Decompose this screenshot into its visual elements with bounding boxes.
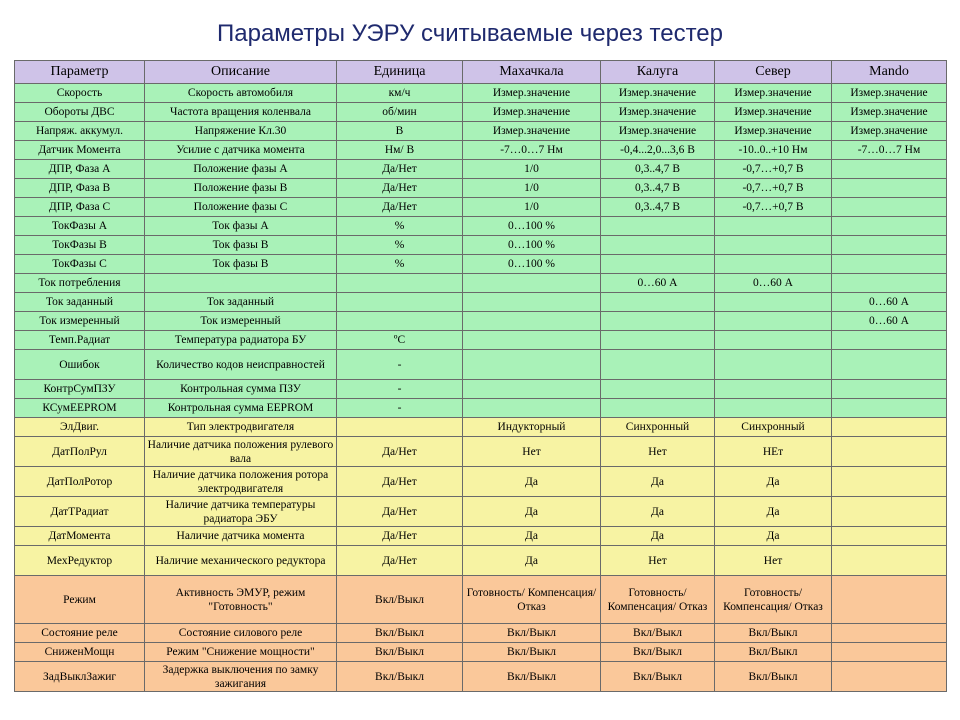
table-cell: Нм/ В [337, 141, 463, 160]
table-body [15, 84, 947, 692]
table-cell: % [337, 236, 463, 255]
table-cell: Вкл/Выкл [337, 624, 463, 643]
table-cell: Да/Нет [337, 546, 463, 576]
table-cell [463, 312, 601, 331]
table-cell [715, 331, 832, 350]
table-cell: Да [463, 527, 601, 546]
table-cell: Частота вращения коленвала [145, 103, 337, 122]
table-cell: Измер.значение [832, 122, 947, 141]
table-cell [601, 293, 715, 312]
table-cell [832, 160, 947, 179]
table-cell [463, 399, 601, 418]
table-row [15, 141, 947, 160]
table-row [15, 350, 947, 380]
table-cell: -0,7…+0,7 В [715, 198, 832, 217]
table-cell: Измер.значение [832, 103, 947, 122]
table-cell: Положение фазы С [145, 198, 337, 217]
table-cell: Измер.значение [601, 84, 715, 103]
table-cell: Ток заданный [145, 293, 337, 312]
table-cell: Вкл/Выкл [463, 662, 601, 692]
table-cell: 0…60 А [832, 312, 947, 331]
table-cell: Ток измеренный [145, 312, 337, 331]
table-cell: Ток фазы В [145, 236, 337, 255]
column-header: Махачкала [463, 61, 601, 84]
table-cell [145, 274, 337, 293]
table-cell [601, 236, 715, 255]
table-cell: Да/Нет [337, 179, 463, 198]
table-cell: Вкл/Выкл [601, 662, 715, 692]
table-cell [601, 217, 715, 236]
table-cell: % [337, 255, 463, 274]
table-cell: Готовность/ Компенсация/ Отказ [715, 576, 832, 624]
table-cell: Вкл/Выкл [715, 624, 832, 643]
table-cell: Да/Нет [337, 437, 463, 467]
table-cell [832, 380, 947, 399]
table-cell [832, 179, 947, 198]
table-cell: 0…60 А [601, 274, 715, 293]
table-cell [601, 399, 715, 418]
table-cell [601, 255, 715, 274]
table-cell: Нет [463, 437, 601, 467]
table-cell: ДатТРадиат [15, 497, 145, 527]
table-cell [832, 643, 947, 662]
table-cell: Измер.значение [463, 84, 601, 103]
table-cell: Температура радиатора БУ [145, 331, 337, 350]
table-cell: Состояние силового реле [145, 624, 337, 643]
table-cell [832, 399, 947, 418]
table-cell: Контрольная сумма EEPROM [145, 399, 337, 418]
table-cell: ДатПолРул [15, 437, 145, 467]
table-cell: Ток фазы В [145, 255, 337, 274]
table-cell [715, 236, 832, 255]
table-cell [715, 350, 832, 380]
table-cell: КонтрСумПЗУ [15, 380, 145, 399]
table-cell [337, 274, 463, 293]
table-cell: Синхронный [715, 418, 832, 437]
column-header: Север [715, 61, 832, 84]
table-cell [337, 293, 463, 312]
table-cell: 0…100 % [463, 255, 601, 274]
table-row [15, 546, 947, 576]
table-cell: КСумEEPROM [15, 399, 145, 418]
table-row [15, 467, 947, 497]
table-cell: Датчик Момента [15, 141, 145, 160]
table-cell [463, 350, 601, 380]
table-cell: ТокФазы В [15, 236, 145, 255]
table-cell: - [337, 350, 463, 380]
table-row [15, 624, 947, 643]
table-cell: Вкл/Выкл [463, 643, 601, 662]
table-cell: ЗадВыклЗажиг [15, 662, 145, 692]
table-row [15, 293, 947, 312]
table-cell [715, 399, 832, 418]
table-cell: Готовность/ Компенсация/ Отказ [601, 576, 715, 624]
table-cell: Активность ЭМУР, режим "Готовность" [145, 576, 337, 624]
table-cell: 0…60 А [832, 293, 947, 312]
table-cell: Наличие датчика момента [145, 527, 337, 546]
table-cell: Тип электродвигателя [145, 418, 337, 437]
table-cell: ЭлДвиг. [15, 418, 145, 437]
table-cell: -0,7…+0,7 В [715, 179, 832, 198]
table-cell [832, 418, 947, 437]
table-cell: Вкл/Выкл [715, 643, 832, 662]
table-row [15, 179, 947, 198]
table-cell: Режим [15, 576, 145, 624]
table-cell: Обороты ДВС [15, 103, 145, 122]
table-cell [832, 350, 947, 380]
table-cell: Задержка выключения по замку зажигания [145, 662, 337, 692]
table-cell: Да [715, 497, 832, 527]
table-row [15, 380, 947, 399]
column-header: Параметр [15, 61, 145, 84]
table-cell: Готовность/ Компенсация/ Отказ [463, 576, 601, 624]
table-cell: Скорость [15, 84, 145, 103]
table-cell: НЕт [715, 437, 832, 467]
table-cell: Нет [715, 546, 832, 576]
table-row [15, 576, 947, 624]
table-cell: Да [601, 527, 715, 546]
table-cell [463, 274, 601, 293]
table-cell [832, 437, 947, 467]
table-cell [832, 274, 947, 293]
table-cell: ДПР, Фаза А [15, 160, 145, 179]
table-cell: Нет [601, 546, 715, 576]
table-cell: Количество кодов неисправностей [145, 350, 337, 380]
table-cell: Наличие датчика положения ротора электродвигателя [145, 467, 337, 497]
parameters-table [14, 60, 947, 692]
table-cell [832, 467, 947, 497]
table-cell: ТокФазы С [15, 255, 145, 274]
table-row [15, 437, 947, 467]
table-cell: 0…100 % [463, 217, 601, 236]
table-cell [715, 255, 832, 274]
table-cell [832, 255, 947, 274]
header-row [15, 61, 947, 84]
table-cell: Режим "Снижение мощности" [145, 643, 337, 662]
table-row [15, 122, 947, 141]
table-cell: Индукторный [463, 418, 601, 437]
table-cell: % [337, 217, 463, 236]
table-row [15, 103, 947, 122]
column-header: Описание [145, 61, 337, 84]
table-cell: -0,7…+0,7 В [715, 160, 832, 179]
table-cell: Да [715, 527, 832, 546]
table-cell: Измер.значение [832, 84, 947, 103]
table-row [15, 643, 947, 662]
table-row [15, 662, 947, 692]
table-row [15, 527, 947, 546]
table-cell: Наличие датчика положения рулевого вала [145, 437, 337, 467]
table-cell: ДатМомента [15, 527, 145, 546]
table-cell: об/мин [337, 103, 463, 122]
table-cell: Измер.значение [463, 122, 601, 141]
table-row [15, 399, 947, 418]
table-cell: 0…100 % [463, 236, 601, 255]
table-cell: 0,3..4,7 В [601, 160, 715, 179]
table-cell: Вкл/Выкл [601, 643, 715, 662]
table-row [15, 255, 947, 274]
table-cell: Ток потребления [15, 274, 145, 293]
table-cell: Измер.значение [601, 103, 715, 122]
table-cell: Да [463, 546, 601, 576]
table-row [15, 418, 947, 437]
table-cell: 1/0 [463, 179, 601, 198]
table-cell: Да [715, 467, 832, 497]
table-cell: Да/Нет [337, 497, 463, 527]
column-header: Mando [832, 61, 947, 84]
table-cell [601, 350, 715, 380]
table-row [15, 160, 947, 179]
table-cell: Да/Нет [337, 160, 463, 179]
table-cell: Синхронный [601, 418, 715, 437]
table-cell: Да [463, 467, 601, 497]
table-cell: Вкл/Выкл [601, 624, 715, 643]
table-cell: Положение фазы В [145, 179, 337, 198]
table-cell: Наличие механического редуктора [145, 546, 337, 576]
table-cell [832, 236, 947, 255]
table-cell: 1/0 [463, 160, 601, 179]
table-cell [832, 576, 947, 624]
table-cell: Напряжение Кл.30 [145, 122, 337, 141]
table-cell [832, 217, 947, 236]
table-cell: ºC [337, 331, 463, 350]
table-cell [463, 331, 601, 350]
table-cell: 1/0 [463, 198, 601, 217]
table-row [15, 312, 947, 331]
table-cell [463, 293, 601, 312]
table-cell: Состояние реле [15, 624, 145, 643]
table-cell: ДПР, Фаза С [15, 198, 145, 217]
table-cell [832, 331, 947, 350]
table-cell: Да [463, 497, 601, 527]
table-cell: В [337, 122, 463, 141]
table-cell [715, 293, 832, 312]
table-cell [832, 497, 947, 527]
table-row [15, 331, 947, 350]
table-cell: 0…60 А [715, 274, 832, 293]
table-cell: Измер.значение [715, 84, 832, 103]
table-cell: Контрольная сумма ПЗУ [145, 380, 337, 399]
table-cell: Ток измеренный [15, 312, 145, 331]
table-cell: ДПР, Фаза В [15, 179, 145, 198]
column-header: Единица [337, 61, 463, 84]
table-cell: Измер.значение [715, 122, 832, 141]
table-cell: Нет [601, 437, 715, 467]
table-cell: Измер.значение [715, 103, 832, 122]
table-cell [715, 380, 832, 399]
table-cell: - [337, 380, 463, 399]
table-cell: Да/Нет [337, 198, 463, 217]
table-cell: ДатПолРотор [15, 467, 145, 497]
column-header: Калуга [601, 61, 715, 84]
table-cell: Вкл/Выкл [337, 576, 463, 624]
table-cell [715, 312, 832, 331]
table-cell: Да/Нет [337, 467, 463, 497]
table-cell [832, 546, 947, 576]
table-cell [463, 380, 601, 399]
table-cell: -0,4...2,0...3,6 В [601, 141, 715, 160]
table-cell: Да/Нет [337, 527, 463, 546]
table-cell [832, 527, 947, 546]
table-cell: Усилие с датчика момента [145, 141, 337, 160]
table-cell: Ток фазы А [145, 217, 337, 236]
table-cell: 0,3..4,7 В [601, 198, 715, 217]
table-cell [601, 312, 715, 331]
table-row [15, 274, 947, 293]
table-cell: Темп.Радиат [15, 331, 145, 350]
table-cell [715, 217, 832, 236]
table-cell: Да [601, 497, 715, 527]
table-cell [337, 312, 463, 331]
table-cell: СниженМощн [15, 643, 145, 662]
table-cell: Измер.значение [463, 103, 601, 122]
table-cell: -7…0…7 Нм [832, 141, 947, 160]
table-cell [832, 662, 947, 692]
table-cell: - [337, 399, 463, 418]
table-cell: -10..0..+10 Нм [715, 141, 832, 160]
table-cell: Измер.значение [601, 122, 715, 141]
table-cell: -7…0…7 Нм [463, 141, 601, 160]
table-row [15, 236, 947, 255]
table-cell [601, 380, 715, 399]
table-cell: МехРедуктор [15, 546, 145, 576]
table-cell: Вкл/Выкл [337, 643, 463, 662]
table-row [15, 497, 947, 527]
page-title: Параметры УЭРУ считываемые через тестер [217, 20, 723, 47]
table-cell [601, 331, 715, 350]
table-cell [832, 198, 947, 217]
table-row [15, 84, 947, 103]
table-cell: Вкл/Выкл [463, 624, 601, 643]
table-cell: Ошибок [15, 350, 145, 380]
table-cell: Положение фазы А [145, 160, 337, 179]
table-cell: ТокФазы А [15, 217, 145, 236]
table-cell: Наличие датчика температуры радиатора ЭБУ [145, 497, 337, 527]
table-cell: км/ч [337, 84, 463, 103]
table-cell: Скорость автомобиля [145, 84, 337, 103]
table-cell: Вкл/Выкл [715, 662, 832, 692]
table-cell: 0,3..4,7 В [601, 179, 715, 198]
table-cell: Да [601, 467, 715, 497]
table-cell [832, 624, 947, 643]
table-row [15, 198, 947, 217]
table-row [15, 217, 947, 236]
table-cell: Ток заданный [15, 293, 145, 312]
table-cell: Напряж. аккумул. [15, 122, 145, 141]
table-cell: Вкл/Выкл [337, 662, 463, 692]
table-cell [337, 418, 463, 437]
